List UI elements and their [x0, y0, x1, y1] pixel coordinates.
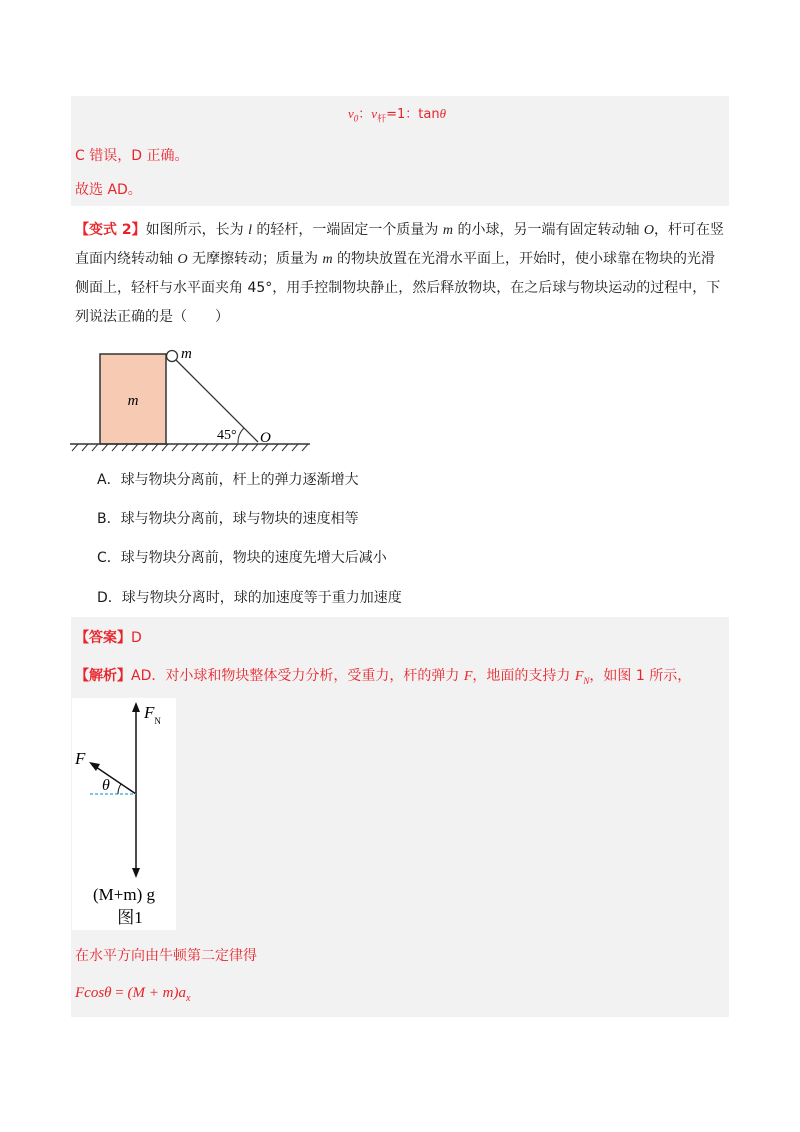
answer-line — [75, 628, 142, 648]
option-c[interactable]: C．球与物块分离前，物块的速度先增大后减小 — [97, 550, 387, 566]
block-rod-figure — [70, 342, 315, 454]
option-b[interactable]: B．球与物块分离前，球与物块的速度相等 — [97, 511, 359, 527]
figure-caption: 图1 — [117, 908, 143, 927]
velocity-ratio-formula: $v_0$：$v_杆=1$：tanθ — [348, 106, 446, 125]
angle-arc — [238, 428, 244, 443]
ground-hatching — [72, 444, 308, 451]
newton-second-law-line: 在水平方向由牛顿第二定律得 — [75, 948, 257, 964]
answer-value: D — [131, 630, 142, 646]
analysis-line: 【解析】AD．对小球和物块整体受力分析，受重力，杆的弹力 F，地面的支持力 $F_N$，如图 1 所示， — [75, 668, 692, 686]
choice-line: 故选 AD。 — [75, 182, 142, 198]
ball-label: m — [181, 346, 192, 362]
weight-label: (M+m) g — [93, 885, 155, 904]
ball — [167, 351, 178, 362]
analysis-tag: 【解析】 — [75, 668, 131, 684]
block-label: m — [127, 393, 139, 409]
rod-force-label: F — [75, 749, 86, 768]
pivot-label: O — [260, 430, 271, 446]
option-a[interactable]: A．球与物块分离前，杆上的弹力逐渐增大 — [97, 472, 359, 488]
normal-force-label: $F_N$ — [144, 703, 161, 726]
angle-label: 45° — [217, 428, 237, 443]
problem-statement: 【变式 2】如图所示，长为 l 的轻杆，一端固定一个质量为 m 的小球，另一端有固定转动轴 O，杆可在竖直面内绕转动轴 O 无摩擦转动；质量为 m 的物块放置在光滑水平面上，开始时，使小球靠在物块的光滑侧面上，轻杆与水平面夹角 45°，用手控制物块静止，然后释放物块，在之后球与物块运动的过程中，下列说法正确的是（ ） — [75, 222, 725, 325]
answer-tag: 【答案】 — [75, 630, 131, 646]
rod — [172, 356, 258, 442]
option-d[interactable]: D．球与物块分离时，球的加速度等于重力加速度 — [97, 590, 402, 606]
newton-equation: $Fcos\theta = (M + m)a_x$ — [75, 985, 191, 1004]
problem-tag: 【变式 2】 — [75, 222, 146, 238]
conclusion-line: C 错误，D 正确。 — [75, 148, 189, 164]
force-diagram — [72, 698, 176, 930]
theta-label: θ — [102, 777, 110, 794]
